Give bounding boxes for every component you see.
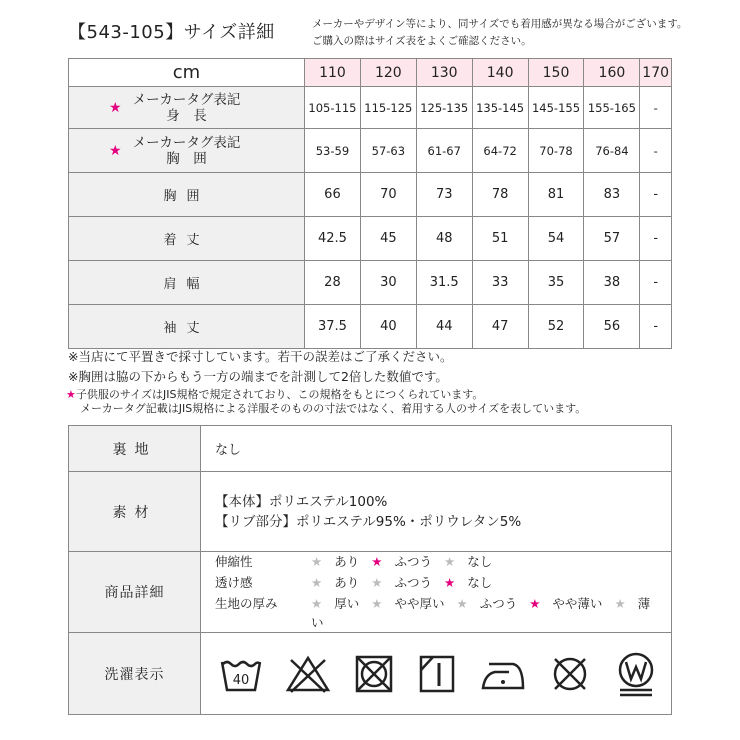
star-icon: ★ xyxy=(311,575,323,590)
table-cell: 48 xyxy=(416,217,472,261)
star-icon: ★ xyxy=(311,596,323,611)
wash-label: 洗濯表示 xyxy=(69,633,201,715)
lining-value: なし xyxy=(201,426,672,472)
detail-option: ★ ふつう xyxy=(456,596,518,611)
table-cell: 81 xyxy=(528,173,584,217)
star-icon: ★ xyxy=(371,575,383,590)
note-line: ※胸囲は脇の下からもう一方の端までを計測して2倍した数値です。 xyxy=(68,369,448,384)
detail-name: 透け感 xyxy=(215,575,253,590)
table-row xyxy=(69,472,672,552)
notice xyxy=(312,16,687,50)
detail-option-selected: ★ なし xyxy=(443,575,493,590)
detail-grid xyxy=(215,552,671,632)
iron-low-icon xyxy=(479,654,527,694)
table-cell: 53-59 xyxy=(305,129,361,173)
table-cell: 57-63 xyxy=(360,129,416,173)
detail-option: ★ ふつう xyxy=(371,575,432,590)
table-cell: - xyxy=(640,129,672,173)
jis-note-line-1: 子供服のサイズはJIS規格で規定されており、この規格をもとにつくられています。 xyxy=(75,388,484,401)
row-label-chest: 胸囲 xyxy=(69,173,305,217)
table-row xyxy=(69,217,672,261)
wash-symbols xyxy=(201,633,672,715)
jis-note xyxy=(66,388,586,416)
table-cell: 33 xyxy=(472,261,528,305)
detail-name: 伸縮性 xyxy=(215,554,253,569)
page-title: 【543-105】サイズ詳細 xyxy=(68,22,275,43)
table-cell: 28 xyxy=(305,261,361,305)
no-bleach-icon xyxy=(285,654,331,694)
table-row xyxy=(69,426,672,472)
table-cell: 57 xyxy=(584,217,640,261)
info-table xyxy=(68,425,672,715)
table-cell: - xyxy=(640,261,672,305)
table-cell: 31.5 xyxy=(416,261,472,305)
table-cell: 135-145 xyxy=(472,87,528,129)
table-cell: 76-84 xyxy=(584,129,640,173)
table-cell: 51 xyxy=(472,217,528,261)
size-120: 120 xyxy=(360,59,416,87)
table-cell: 155-165 xyxy=(584,87,640,129)
table-cell: 66 xyxy=(305,173,361,217)
star-icon: ★ xyxy=(456,596,468,611)
table-row xyxy=(69,129,672,173)
size-150: 150 xyxy=(528,59,584,87)
star-icon: ★ xyxy=(443,554,456,569)
detail-options xyxy=(311,573,671,592)
detail-option-selected: ★ やや薄い xyxy=(529,596,603,611)
star-icon: ★ xyxy=(371,596,383,611)
wet-clean-icon xyxy=(613,651,659,697)
svg-text:40: 40 xyxy=(232,672,250,688)
table-cell: - xyxy=(640,87,672,129)
star-icon: ★ xyxy=(311,554,323,569)
material-value xyxy=(201,472,672,552)
wash-40-icon xyxy=(219,654,263,694)
detail-option: ★ あり xyxy=(311,554,360,569)
star-icon: ★ xyxy=(66,388,76,401)
row-label-tag-height: ★ メーカータグ表記 身 長 xyxy=(69,87,305,129)
notice-line-1: メーカーやデザイン等により、同サイズでも着用感が異なる場合がございます。 xyxy=(312,18,688,30)
detail-option: ★ やや厚い xyxy=(371,596,445,611)
table-row xyxy=(69,261,672,305)
detail-option: ★ 薄い xyxy=(311,596,651,630)
size-160: 160 xyxy=(584,59,640,87)
row-label-shoulder: 肩幅 xyxy=(69,261,305,305)
table-cell: 38 xyxy=(584,261,640,305)
detail-option: ★ なし xyxy=(443,554,493,569)
detail-option: ★ 厚い xyxy=(311,596,360,611)
table-cell: - xyxy=(640,217,672,261)
detail-name: 生地の厚み xyxy=(215,596,278,611)
table-cell: 45 xyxy=(360,217,416,261)
line-dry-shade-icon xyxy=(417,654,457,694)
star-icon: ★ xyxy=(529,596,541,611)
notice-line-2: ご購入の際はサイズ表をよくご確認ください。 xyxy=(312,35,532,47)
no-dryclean-icon xyxy=(549,654,591,694)
table-cell: 37.5 xyxy=(305,305,361,349)
unit-label: cm xyxy=(69,59,305,87)
table-cell: 145-155 xyxy=(528,87,584,129)
table-cell: 64-72 xyxy=(472,129,528,173)
size-header-row xyxy=(69,59,672,87)
note-line: ※当店にて平置きで採寸しています。若干の誤差はご了承ください。 xyxy=(68,349,453,364)
measurement-notes xyxy=(68,347,452,387)
table-cell: 70-78 xyxy=(528,129,584,173)
material-label: 素材 xyxy=(69,472,201,552)
detail-options xyxy=(311,552,671,571)
detail-value xyxy=(201,552,672,633)
material-line: 【リブ部分】ポリエステル95%・ポリウレタン5% xyxy=(215,513,522,530)
star-icon: ★ xyxy=(614,596,626,611)
no-tumble-dry-icon xyxy=(353,654,395,694)
detail-options xyxy=(311,594,671,632)
row-label-sleeve: 袖丈 xyxy=(69,305,305,349)
table-cell: 47 xyxy=(472,305,528,349)
table-row xyxy=(69,87,672,129)
size-130: 130 xyxy=(416,59,472,87)
star-icon: ★ xyxy=(109,142,122,159)
table-cell: 83 xyxy=(584,173,640,217)
detail-option-selected: ★ ふつう xyxy=(371,554,432,569)
table-cell: 44 xyxy=(416,305,472,349)
table-cell: 73 xyxy=(416,173,472,217)
table-cell: 105-115 xyxy=(305,87,361,129)
table-cell: - xyxy=(640,173,672,217)
table-cell: 30 xyxy=(360,261,416,305)
detail-option: ★ あり xyxy=(311,575,360,590)
jis-note-line-2: メーカータグ記載はJIS規格による洋服そのものの寸法ではなく、着用する人のサイズを表しています。 xyxy=(80,402,587,415)
table-row xyxy=(69,305,672,349)
star-icon: ★ xyxy=(109,99,122,116)
table-cell: - xyxy=(640,305,672,349)
size-110: 110 xyxy=(305,59,361,87)
table-cell: 56 xyxy=(584,305,640,349)
star-icon: ★ xyxy=(443,575,456,590)
table-cell: 78 xyxy=(472,173,528,217)
table-cell: 52 xyxy=(528,305,584,349)
table-cell: 125-135 xyxy=(416,87,472,129)
row-label-length: 着丈 xyxy=(69,217,305,261)
table-cell: 35 xyxy=(528,261,584,305)
size-table xyxy=(68,58,672,349)
table-cell: 115-125 xyxy=(360,87,416,129)
table-row xyxy=(69,633,672,715)
row-label-tag-chest: ★ メーカータグ表記 胸 囲 xyxy=(69,129,305,173)
size-170: 170 xyxy=(640,59,672,87)
table-cell: 40 xyxy=(360,305,416,349)
table-cell: 61-67 xyxy=(416,129,472,173)
table-row xyxy=(69,552,672,633)
table-row xyxy=(69,173,672,217)
material-line: 【本体】ポリエステル100% xyxy=(215,493,388,510)
lining-label: 裏地 xyxy=(69,426,201,472)
table-cell: 42.5 xyxy=(305,217,361,261)
size-140: 140 xyxy=(472,59,528,87)
star-icon: ★ xyxy=(371,554,383,569)
table-cell: 54 xyxy=(528,217,584,261)
detail-label: 商品詳細 xyxy=(69,552,201,633)
table-cell: 70 xyxy=(360,173,416,217)
